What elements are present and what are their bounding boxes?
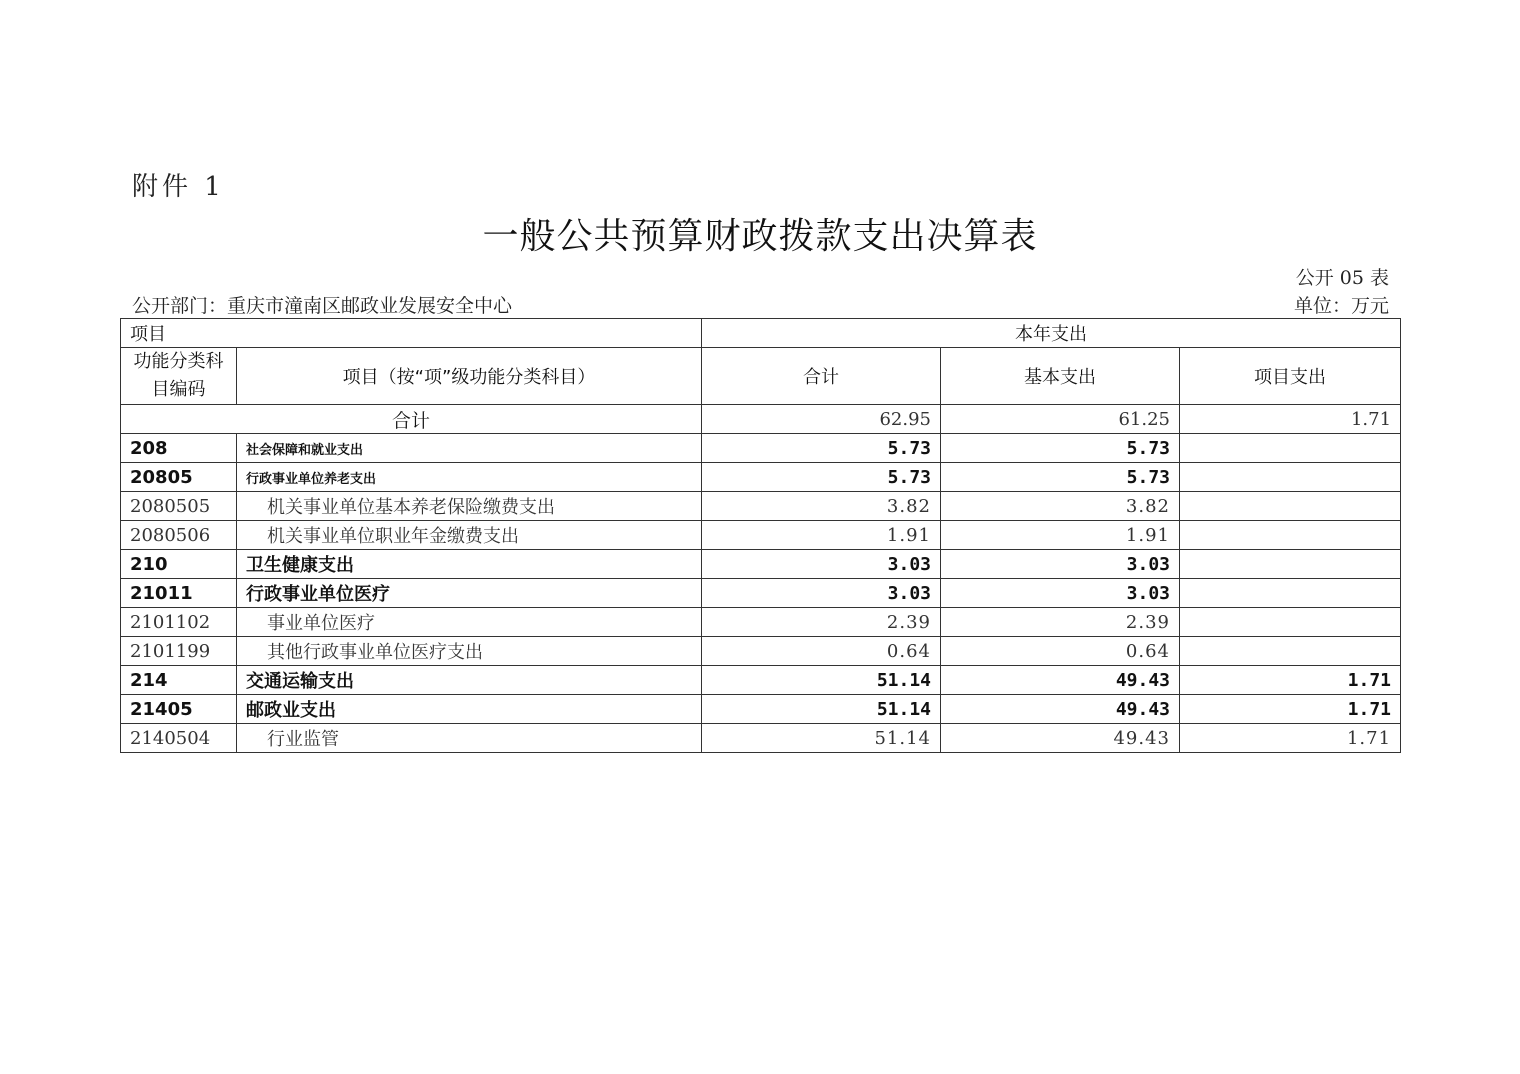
basic-cell: 49.43	[941, 724, 1180, 753]
name-cell: 邮政业支出	[237, 695, 702, 724]
code-cell: 2080505	[121, 492, 237, 521]
code-cell: 214	[121, 666, 237, 695]
code-cell: 2140504	[121, 724, 237, 753]
header-current-year: 本年支出	[702, 319, 1401, 348]
project-cell	[1180, 521, 1401, 550]
unit-label: 单位：万元	[1293, 295, 1389, 317]
project-cell	[1180, 434, 1401, 463]
table-row	[121, 608, 1401, 637]
project-cell	[1180, 608, 1401, 637]
table-row	[121, 637, 1401, 666]
table-row	[121, 463, 1401, 492]
table-row	[121, 492, 1401, 521]
table-row	[121, 724, 1401, 753]
name-cell: 事业单位医疗	[237, 608, 702, 637]
header-row-top	[121, 319, 1401, 348]
name-cell: 行业监管	[237, 724, 702, 753]
project-cell	[1180, 550, 1401, 579]
total-cell: 51.14	[702, 724, 941, 753]
budget-table	[120, 318, 1401, 753]
header-total: 合计	[702, 348, 941, 405]
basic-cell: 49.43	[941, 695, 1180, 724]
header-row-bottom	[121, 348, 1401, 405]
basic-cell: 5.73	[941, 434, 1180, 463]
name-cell: 卫生健康支出	[237, 550, 702, 579]
attachment-label: 附件 1	[132, 172, 225, 202]
project-cell	[1180, 492, 1401, 521]
total-cell: 62.95	[702, 405, 941, 434]
header-basic: 基本支出	[941, 348, 1180, 405]
header-code: 功能分类科目编码	[121, 348, 237, 405]
basic-cell: 49.43	[941, 666, 1180, 695]
name-cell: 社会保障和就业支出	[237, 434, 702, 463]
total-cell: 1.91	[702, 521, 941, 550]
code-cell: 21011	[121, 579, 237, 608]
basic-cell: 3.82	[941, 492, 1180, 521]
table-row	[121, 434, 1401, 463]
project-cell: 1.71	[1180, 695, 1401, 724]
code-cell: 20805	[121, 463, 237, 492]
header-name: 项目（按“项”级功能分类科目）	[237, 348, 702, 405]
table-code: 公开 05 表	[1295, 267, 1389, 289]
total-cell: 0.64	[702, 637, 941, 666]
total-cell: 2.39	[702, 608, 941, 637]
table-row	[121, 521, 1401, 550]
project-cell	[1180, 463, 1401, 492]
basic-cell: 61.25	[941, 405, 1180, 434]
name-cell: 机关事业单位职业年金缴费支出	[237, 521, 702, 550]
total-label: 合计	[121, 405, 702, 434]
page-title: 一般公共预算财政拨款支出决算表	[482, 216, 1038, 257]
total-cell: 5.73	[702, 463, 941, 492]
name-cell: 交通运输支出	[237, 666, 702, 695]
basic-cell: 3.03	[941, 550, 1180, 579]
project-cell	[1180, 579, 1401, 608]
code-cell: 2101102	[121, 608, 237, 637]
basic-cell: 0.64	[941, 637, 1180, 666]
code-cell: 2080506	[121, 521, 237, 550]
project-cell	[1180, 637, 1401, 666]
name-cell: 行政事业单位医疗	[237, 579, 702, 608]
code-cell: 208	[121, 434, 237, 463]
basic-cell: 3.03	[941, 579, 1180, 608]
total-cell: 51.14	[702, 666, 941, 695]
name-cell: 行政事业单位养老支出	[237, 463, 702, 492]
project-cell: 1.71	[1180, 724, 1401, 753]
code-cell: 21405	[121, 695, 237, 724]
name-cell: 其他行政事业单位医疗支出	[237, 637, 702, 666]
project-cell: 1.71	[1180, 666, 1401, 695]
table-row	[121, 550, 1401, 579]
total-cell: 51.14	[702, 695, 941, 724]
total-cell: 3.03	[702, 579, 941, 608]
total-cell: 5.73	[702, 434, 941, 463]
basic-cell: 2.39	[941, 608, 1180, 637]
header-project: 项目支出	[1180, 348, 1401, 405]
project-cell: 1.71	[1180, 405, 1401, 434]
total-row	[121, 405, 1401, 434]
table-row	[121, 579, 1401, 608]
table-row	[121, 666, 1401, 695]
total-cell: 3.82	[702, 492, 941, 521]
department-label: 公开部门：重庆市潼南区邮政业发展安全中心	[132, 295, 513, 317]
code-cell: 210	[121, 550, 237, 579]
basic-cell: 1.91	[941, 521, 1180, 550]
table-row	[121, 695, 1401, 724]
header-item: 项目	[121, 319, 702, 348]
code-cell: 2101199	[121, 637, 237, 666]
basic-cell: 5.73	[941, 463, 1180, 492]
name-cell: 机关事业单位基本养老保险缴费支出	[237, 492, 702, 521]
total-cell: 3.03	[702, 550, 941, 579]
